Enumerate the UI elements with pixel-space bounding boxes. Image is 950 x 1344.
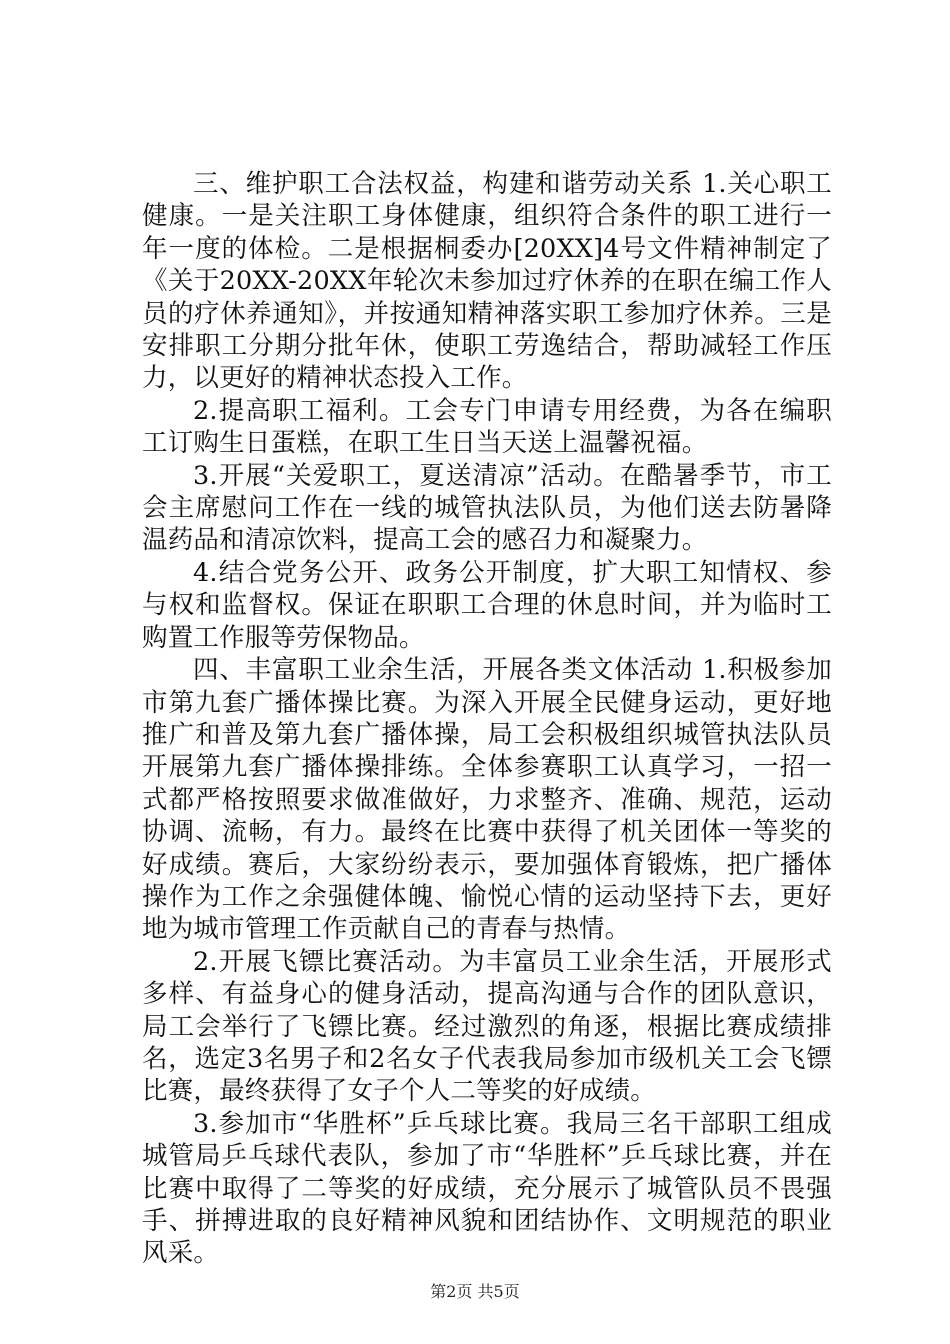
page-footer: 第2页 共5页 (430, 1282, 520, 1301)
paragraph-cultural-activities: 四、丰富职工业余生活，开展各类文体活动 1.积极参加市第九套广播体操比赛。为深入开展全民健身运动，更好地推广和普及第九套广播体操，局工会积极组织城管执法队员开展第九套广播体操排练。全体参赛职工认真学习，一招一式都严格按照要求做准做好，力求整齐、准确、规范，运动协调、流畅，有力。最终在比赛中获得了机关团体一等奖的好成绩。赛后，大家纷纷表示，要加强体育锻炼，把广播体操作为工作之余强健体魄、愉悦心情的运动坚持下去，更好地为城市管理工作贡献自己的青春与热情。 (142, 655, 832, 945)
paragraph-workers-rights: 三、维护职工合法权益，构建和谐劳动关系 1.关心职工健康。一是关注职工身体健康，组织符合条件的职工进行一年一度的体检。二是根据桐委办[20XX]4号文件精神制定了《关于20XX-20XX年轮次未参加过疗休养的在职在编工作人员的疗休养通知》，并按通知精神落实职工参加疗休养。三是安排职工分期分批年休，使职工劳逸结合，帮助减轻工作压力，以更好的精神状态投入工作。 (142, 169, 832, 394)
paragraph-welfare: 2.提高职工福利。工会专门申请专用经费，为各在编职工订购生日蛋糕，在职工生日当天送上温馨祝福。 (142, 395, 832, 459)
paragraph-summer-care: 3.开展“关爱职工，夏送清凉”活动。在酷暑季节，市工会主席慰问工作在一线的城管执法队员，为他们送去防暑降温药品和清凉饮料，提高工会的感召力和凝聚力。 (142, 460, 832, 556)
paragraph-transparency: 4.结合党务公开、政务公开制度，扩大职工知情权、参与权和监督权。保证在职职工合理的休息时间，并为临时工购置工作服等劳保物品。 (142, 557, 832, 653)
paragraph-table-tennis: 3.参加市“华胜杯”乒乓球比赛。我局三名干部职工组成城管局乒乓球代表队，参加了市“华胜杯”乒乓球比赛，并在比赛中取得了二等奖的好成绩，充分展示了城管队员不畏强手、拼搏进取的良好精神风貌和团结协作、文明规范的职业风采。 (142, 1108, 832, 1269)
paragraph-darts: 2.开展飞镖比赛活动。为丰富员工业余生活，开展形式多样、有益身心的健身活动，提高沟通与合作的团队意识，局工会举行了飞镖比赛。经过激烈的角逐，根据比赛成绩排名，选定3名男子和2名女子代表我局参加市级机关工会飞镖比赛，最终获得了女子个人二等奖的好成绩。 (142, 946, 832, 1107)
document-body (142, 168, 832, 1270)
